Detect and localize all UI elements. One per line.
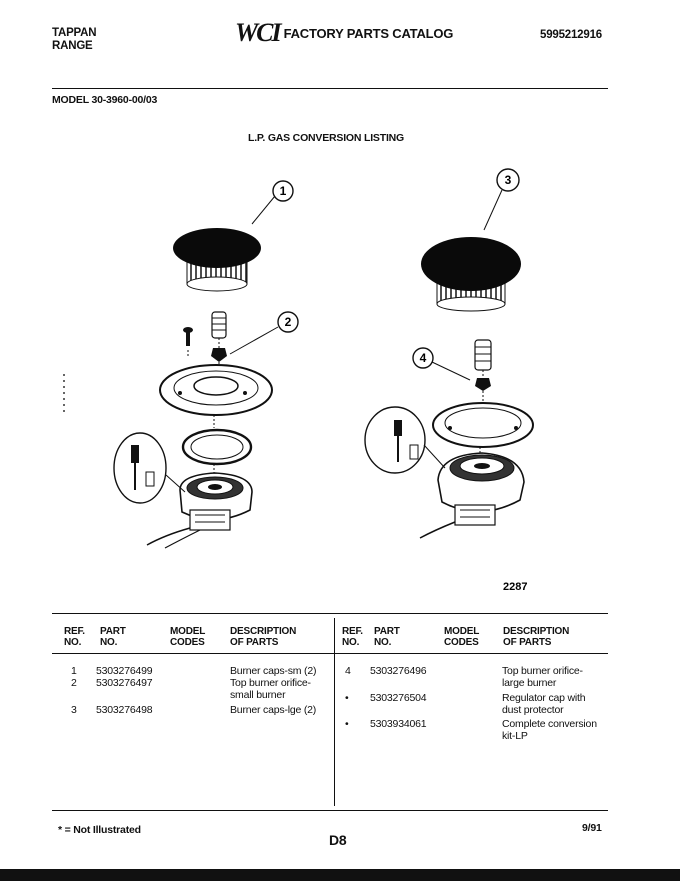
regulator-spring	[475, 340, 491, 378]
row-description: Top burner orifice- large burner	[502, 665, 583, 689]
catalog-number: 5995212916	[540, 29, 602, 41]
row-part-number: 5303276499	[96, 665, 153, 677]
listing-title: L.P. GAS CONVERSION LISTING	[248, 132, 405, 144]
row-ref: 3	[71, 704, 77, 716]
row-description: Burner caps-sm (2)	[230, 665, 317, 677]
callout-3: 3	[504, 173, 512, 187]
mounting-screw	[183, 327, 193, 356]
row-part-number: 5303276504	[370, 692, 427, 704]
row-part-number: 5303934061	[370, 718, 427, 730]
table-bottom-rule	[52, 810, 608, 811]
large-burner-plate	[433, 403, 533, 447]
burner-gasket-ring	[183, 430, 251, 464]
header-model-codes-right: MODEL CODES	[444, 626, 480, 648]
table-top-rule	[52, 613, 608, 614]
row-ref: 2	[71, 677, 77, 689]
small-burner-assembly	[114, 181, 298, 548]
callout-1: 1	[279, 184, 287, 198]
header-part-no-right: PART NO.	[374, 626, 400, 648]
row-ref: 4	[345, 665, 351, 677]
callout-4: 4	[419, 351, 427, 365]
revision-date: 9/91	[582, 822, 602, 834]
exploded-parts-diagram	[0, 150, 680, 600]
callout-2: 2	[284, 315, 292, 329]
row-description: Top burner orifice- small burner	[230, 677, 311, 701]
small-burner-cap	[173, 228, 261, 291]
catalog-title: FACTORY PARTS CATALOG	[283, 25, 454, 41]
row-ref: 1	[71, 665, 77, 677]
header-ref-no-right: REF. NO.	[342, 626, 363, 648]
page-number: D8	[329, 832, 347, 848]
orifice-spring	[212, 312, 226, 348]
figure-number: 2287	[503, 581, 528, 593]
header-rule	[52, 88, 608, 89]
model-number: MODEL 30-3960-00/03	[52, 94, 158, 106]
row-part-number: 5303276497	[96, 677, 153, 689]
electrode-detail-inset	[114, 433, 185, 503]
table-center-divider	[334, 618, 335, 806]
burner-head-plate	[160, 365, 272, 415]
row-part-number: 5303276498	[96, 704, 153, 716]
row-description: Complete conversion kit-LP	[502, 718, 597, 742]
large-burner-base	[420, 453, 524, 538]
regulator-detail-inset	[365, 407, 445, 473]
row-description: Burner caps-lge (2)	[230, 704, 317, 716]
header-description-right: DESCRIPTION OF PARTS	[503, 626, 570, 648]
table-header-rule	[52, 653, 608, 654]
header-model-codes: MODEL CODES	[170, 626, 206, 648]
scan-edge-bar	[0, 869, 680, 881]
product-type: RANGE	[52, 40, 93, 52]
row-description: Regulator cap with dust protector	[502, 692, 586, 716]
header-description: DESCRIPTION OF PARTS	[230, 626, 297, 648]
wci-logo: WCI	[235, 18, 280, 47]
row-ref-not-illustrated: •	[345, 692, 349, 704]
footnote-not-illustrated: * = Not Illustrated	[58, 824, 141, 836]
brand-name: TAPPAN	[52, 27, 97, 39]
header-ref-no: REF. NO.	[64, 626, 85, 648]
row-part-number: 5303276496	[370, 665, 427, 677]
large-burner-cap	[421, 237, 521, 311]
large-burner-assembly	[365, 169, 533, 538]
row-ref-not-illustrated: •	[345, 718, 349, 730]
header-part-no: PART NO.	[100, 626, 126, 648]
catalog-header	[235, 18, 453, 48]
